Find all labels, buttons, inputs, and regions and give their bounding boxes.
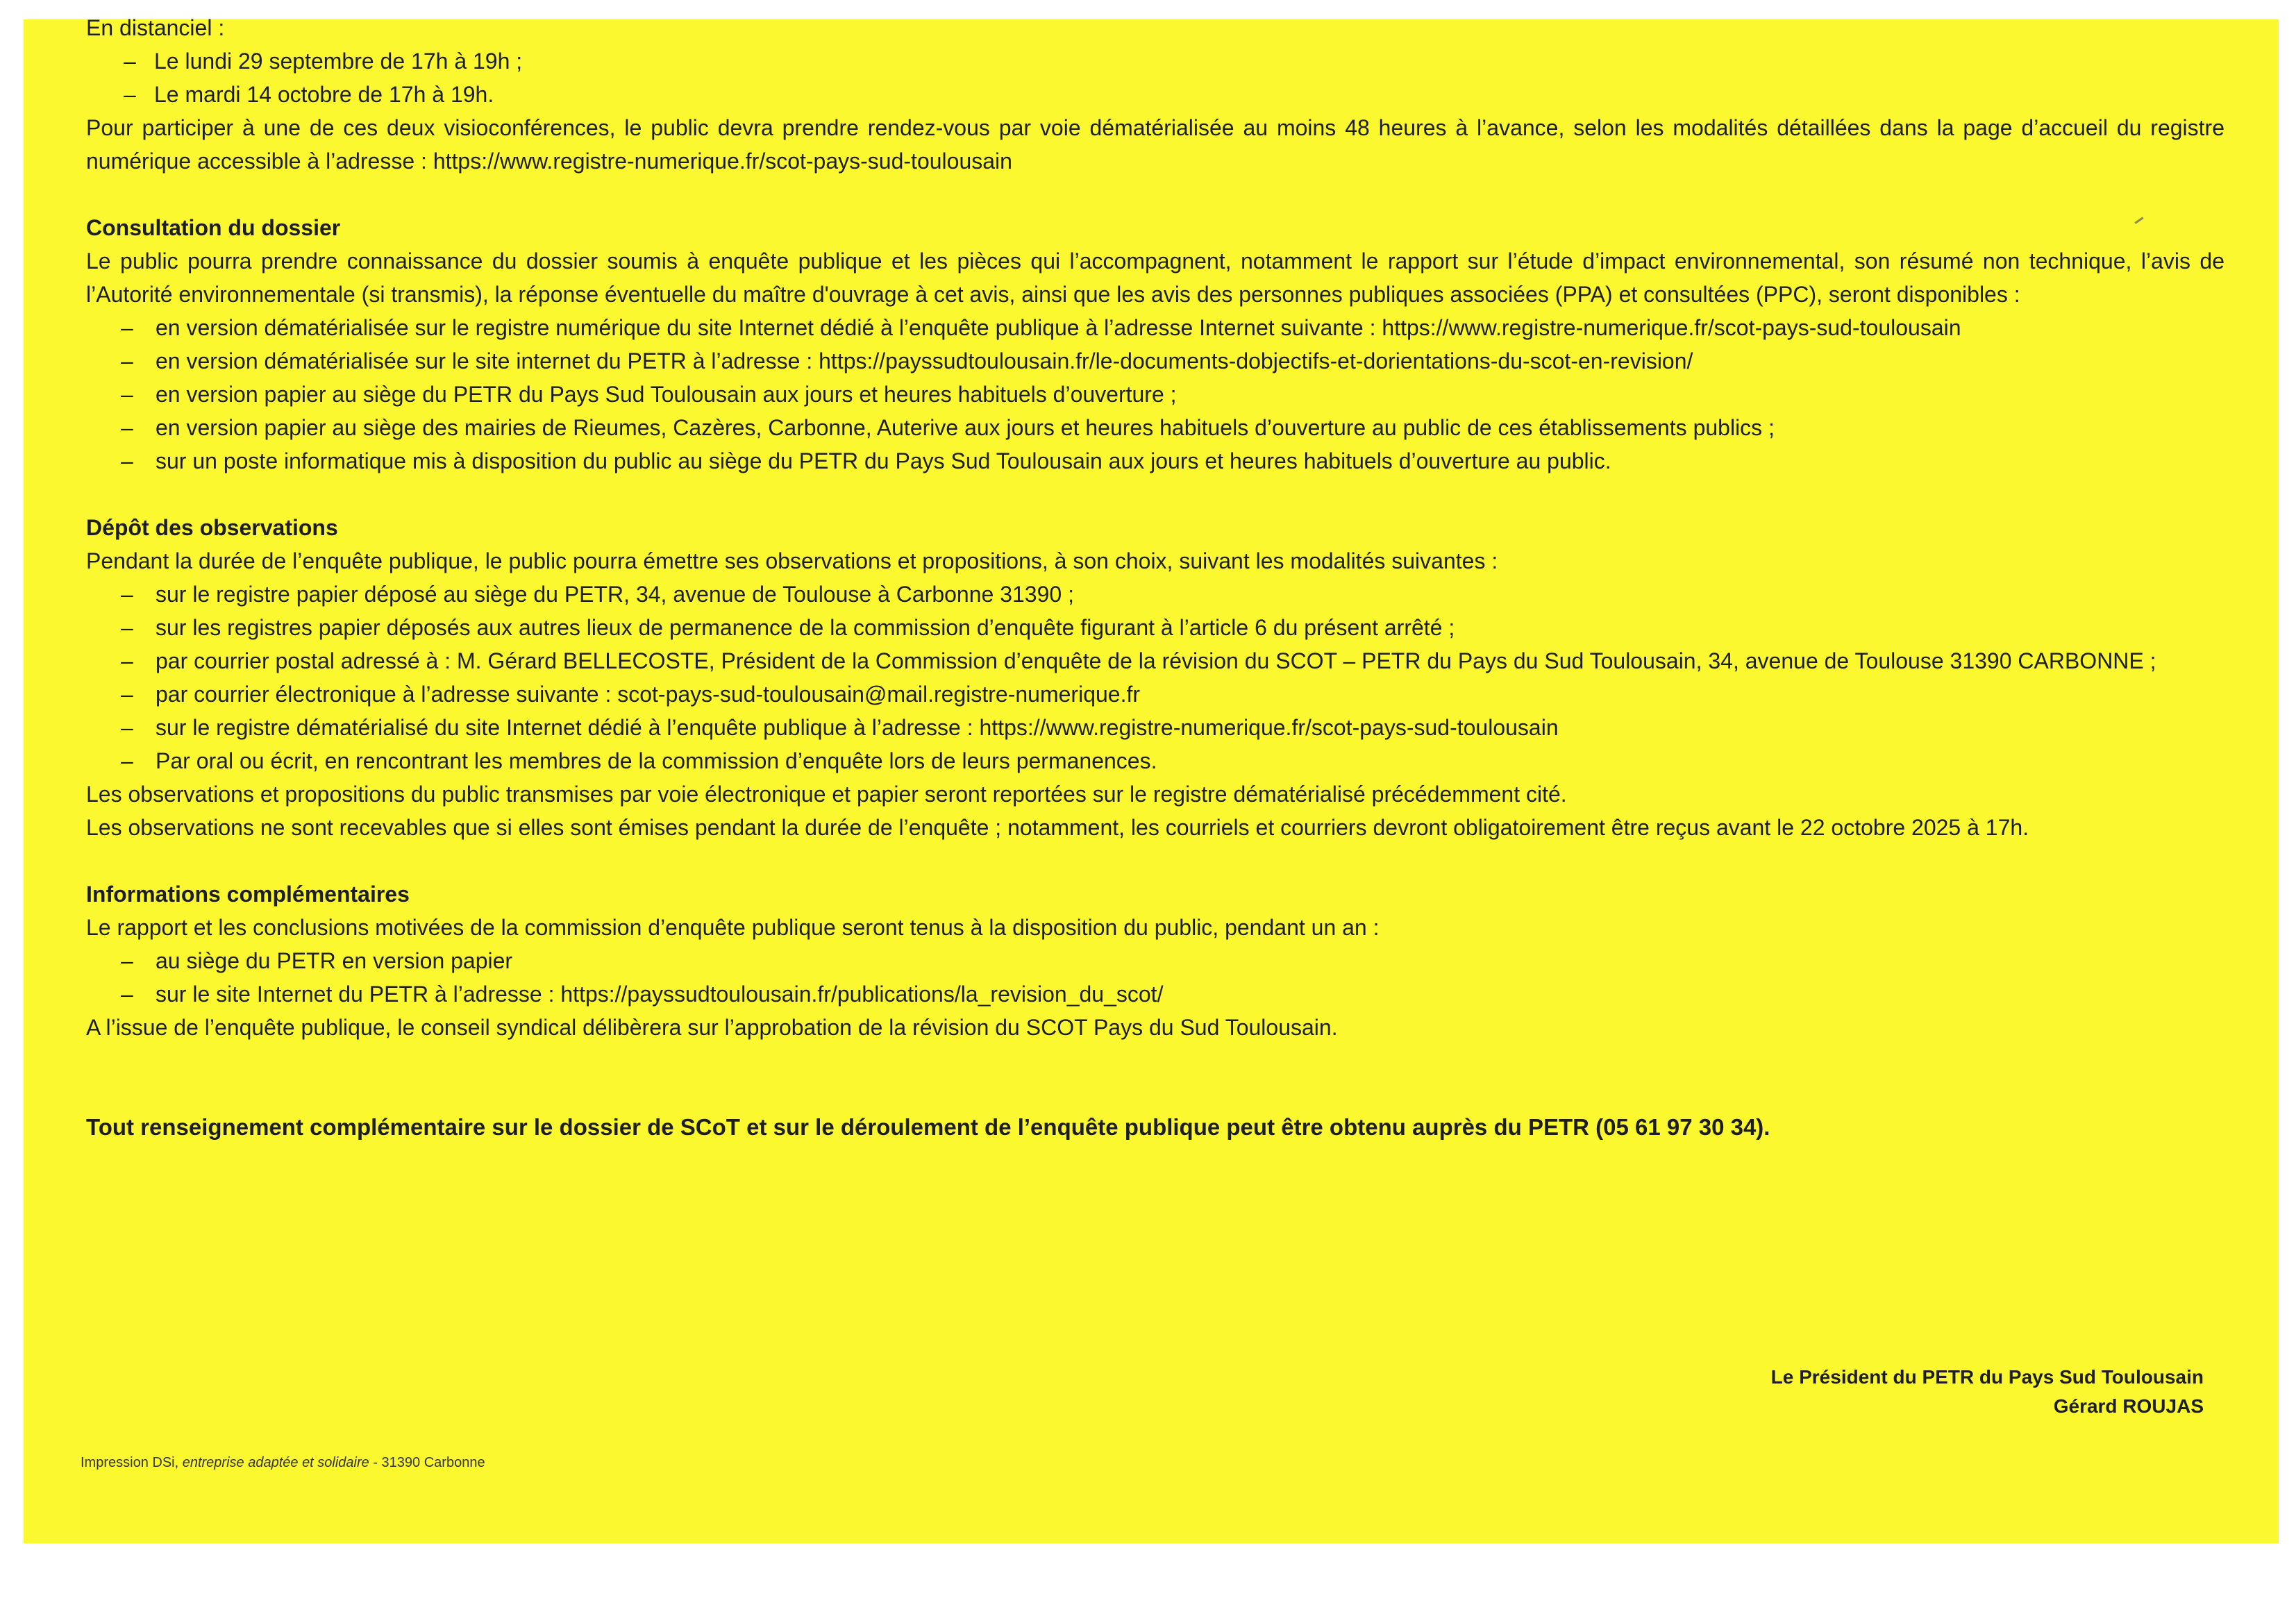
- depot-list: [86, 578, 2224, 777]
- infos-heading: Informations complémentaires: [86, 882, 410, 907]
- depot-item: – sur le registre dématérialisé du site Internet dédié à l’enquête publique à l’adresse : https://www.registre-numerique.fr/scot-pays-sud-toulousain: [86, 711, 2224, 744]
- printer-suffix: - 31390 Carbonne: [369, 1455, 485, 1470]
- consultation-heading: Consultation du dossier: [86, 215, 341, 240]
- depot-item: – Par oral ou écrit, en rencontrant les membres de la commission d’enquête lors de leurs permanences.: [86, 744, 2224, 777]
- depot-item: – sur le registre papier déposé au siège du PETR, 34, avenue de Toulouse à Carbonne 31390 ;: [86, 578, 2224, 611]
- notice-body: [86, 15, 2224, 1144]
- consultation-item: – en version dématérialisée sur le site internet du PETR à l’adresse : https://payssudtoulousain.fr/le-documents-dobjectifs-et-dorientations-du-scot-en-revision/: [86, 344, 2224, 378]
- visio-item: – Le lundi 29 septembre de 17h à 19h ;: [86, 44, 2224, 78]
- depot-intro: Pendant la durée de l’enquête publique, le public pourra émettre ses observations et propositions, à son choix, suivant les modalités suivantes :: [86, 548, 1498, 573]
- visio-paragraph: Pour participer à une de ces deux visioconférences, le public devra prendre rendez-vous par voie dématérialisée au moins 48 heures à l’avance, selon les modalités détaillées dans la page d’accueil du registre numérique accessible à l’adresse : https://www.registre-numerique.fr/scot-pays-sud-toulousain: [86, 115, 2224, 174]
- depot-paragraph: Les observations ne sont recevables que si elles sont émises pendant la durée de l’enquête ; notamment, les courriels et courriers devront obligatoirement être reçus avant le 22 octobre 2025 à 17h.: [86, 815, 2029, 840]
- consultation-item: – en version dématérialisée sur le registre numérique du site Internet dédié à l’enquête publique à l’adresse Internet suivante : https://www.registre-numerique.fr/scot-pays-sud-toulousain: [86, 311, 2224, 344]
- depot-paragraph: Les observations et propositions du public transmises par voie électronique et papier seront reportées sur le registre dématérialisé précédemment cité.: [86, 782, 1567, 807]
- depot-item: – par courrier postal adressé à : M. Gérard BELLECOSTE, Président de la Commission d’enquête de la révision du SCOT – PETR du Pays du Sud Toulousain, 34, avenue de Toulouse 31390 CARBONNE ;: [86, 644, 2224, 678]
- consultation-item: – en version papier au siège du PETR du Pays Sud Toulousain aux jours et heures habituels d’ouverture ;: [86, 378, 2224, 411]
- infos-closing: A l’issue de l’enquête publique, le conseil syndical délibèrera sur l’approbation de la révision du SCOT Pays du Sud Toulousain.: [86, 1015, 1338, 1040]
- signature-block: [1771, 1363, 2204, 1421]
- printer-credit: [81, 1455, 485, 1471]
- signature-title: Le Président du PETR du Pays Sud Toulousain: [1770, 1366, 2204, 1388]
- printer-italic: entreprise adaptée et solidaire: [182, 1455, 369, 1470]
- consultation-item: – sur un poste informatique mis à disposition du public au siège du PETR du Pays Sud Toulousain aux jours et heures habituels d’ouverture au public.: [86, 444, 2224, 478]
- visio-item: – Le mardi 14 octobre de 17h à 19h.: [86, 78, 2224, 111]
- infos-item: – sur le site Internet du PETR à l’adresse : https://payssudtoulousain.fr/publications/la_revision_du_scot/: [86, 977, 2224, 1011]
- infos-intro: Le rapport et les conclusions motivées de la commission d’enquête publique seront tenus à la disposition du public, pendant un an :: [86, 915, 1380, 940]
- infos-list: [86, 944, 2224, 1011]
- signature-name: Gérard ROUJAS: [2053, 1395, 2204, 1417]
- depot-item: – par courrier électronique à l’adresse suivante : scot-pays-sud-toulousain@mail.registre-numerique.fr: [86, 678, 2224, 711]
- consultation-item: – en version papier au siège des mairies de Rieumes, Cazères, Carbonne, Auterive aux jours et heures habituels d’ouverture au public de ces établissements publics ;: [86, 411, 2224, 444]
- consultation-list: [86, 311, 2224, 478]
- printer-prefix: Impression DSi,: [81, 1455, 183, 1470]
- yellow-notice-sheet: [24, 15, 2279, 1543]
- contact-note: Tout renseignement complémentaire sur le dossier de SCoT et sur le déroulement de l’enquête publique peut être obtenu auprès du PETR (05 61 97 30 34).: [86, 1114, 1770, 1140]
- infos-item: – au siège du PETR en version papier: [86, 944, 2224, 977]
- consultation-intro: Le public pourra prendre connaissance du dossier soumis à enquête publique et les pièces qui l’accompagnent, notamment le rapport sur l’étude d’impact environnemental, son résumé non technique, l’avis de l’Autorité environnementale (si transmis), la réponse éventuelle du maître d'ouvrage à cet avis, ainsi que les avis des personnes publiques associées (PPA) et consultées (PPC), seront disponibles :: [86, 249, 2224, 307]
- depot-heading: Dépôt des observations: [86, 515, 338, 540]
- depot-item: – sur les registres papier déposés aux autres lieux de permanence de la commission d’enquête figurant à l’article 6 du présent arrêté ;: [86, 611, 2224, 644]
- visio-intro: En distanciel :: [86, 15, 225, 40]
- visio-list: [86, 44, 2224, 111]
